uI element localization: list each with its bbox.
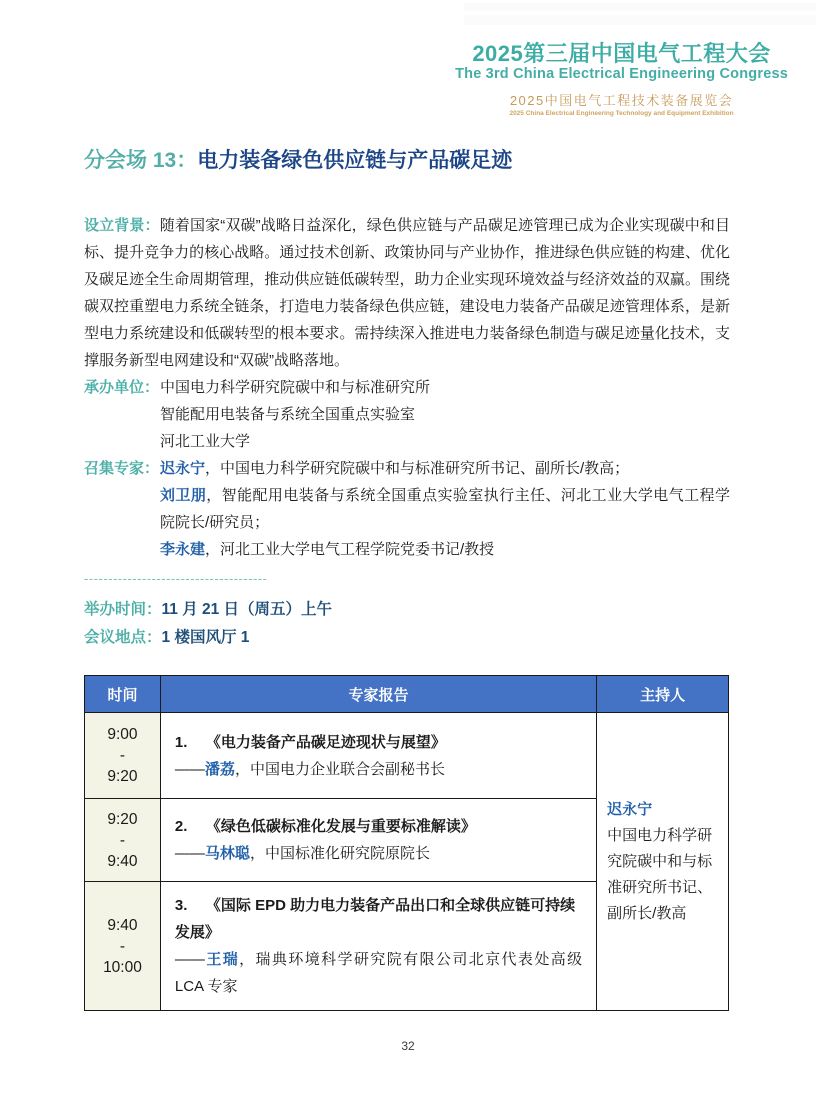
time-separator: - [119,937,126,955]
talk-title: 2. 《绿色低碳标准化发展与重要标准解读》 [175,813,582,840]
time-separator: - [119,747,126,764]
convener-item [160,455,730,482]
schedule-table [84,675,729,1011]
event-venue-label: 会议地点： [84,629,162,646]
talk-title: 1. 《电力装备产品碳足迹现状与展望》 [175,729,582,756]
moderator-cell [597,713,729,1011]
talk-cell [160,882,596,1011]
convener-desc: ，中国电力科学研究院碳中和与标准研究所书记、副所长/教高； [205,460,630,477]
convener-desc: ，智能配用电装备与系统全国重点实验室执行主任、河北工业大学电气工程学院院长/研究员； [160,487,730,531]
talk-speaker-line [175,946,582,1000]
organizers-list [160,374,730,455]
talk-title: 3. 《国际 EPD 助力电力装备产品出口和全球供应链可持续发展》 [175,892,582,946]
session-title [84,146,730,176]
time-cell [85,799,161,882]
talk-cell [160,713,596,799]
talk-number: 2. [174,818,188,835]
speaker-affiliation: ，中国电力企业联合会副秘书长 [234,760,445,778]
congress-title-en: The 3rd China Electrical Engineering Congress [455,66,788,82]
moderator-desc: 中国电力科学研究院碳中和与标准研究所书记、副所长/教高 [607,826,713,922]
time-start: 9:20 [107,810,138,828]
congress-logo [455,42,788,118]
speaker-name: 王瑞 [204,951,240,968]
em-dash: —— [174,760,205,778]
em-dash: —— [174,845,205,862]
talk-speaker-line [175,840,582,867]
organizers-label: 承办单位： [84,379,160,396]
conveners-field [84,455,730,563]
talk-number: 3. [174,897,188,914]
header-decorative-strip [464,15,816,25]
exhibition-title-cn: 2025中国电气工程技术装备展览会 [509,93,734,108]
convener-desc: ，河北工业大学电气工程学院党委书记/教授 [205,541,495,558]
speaker-affiliation: ，瑞典环境科学研究院有限公司北京代表处高级 LCA 专家 [174,951,583,995]
time-separator: - [119,831,126,849]
speaker-name: 潘荔 [204,760,235,778]
time-end: 10:00 [103,958,142,976]
convener-name: 刘卫朋 [160,487,207,504]
convener-item [160,482,730,536]
dashed-divider: -------------------------------------- [84,571,268,586]
convener-name: 迟永宁 [160,460,206,477]
event-venue-line [84,624,730,652]
table-header-row [85,676,729,713]
time-end: 9:20 [107,768,138,785]
talk-number: 1. [174,733,188,751]
table-row [85,713,729,799]
conveners-label: 召集专家： [84,460,160,477]
organizer-item: 智能配用电装备与系统全国重点实验室 [160,406,416,423]
moderator-name: 迟永宁 [607,800,653,818]
organizer-item: 河北工业大学 [160,433,251,450]
event-time-value: 11 月 21 日（周五）上午 [161,601,333,618]
time-cell [85,713,161,799]
speaker-name: 马林聪 [204,845,250,862]
congress-title-cn: 2025第三届中国电气工程大会 [472,41,771,66]
event-venue-value: 1 楼国风厅 1 [161,629,250,646]
convener-name: 李永建 [160,541,206,558]
session-name: 电力装备绿色供应链与产品碳足迹 [197,149,513,172]
convener-item [160,536,730,563]
background-label: 设立背景： [84,217,160,234]
header-decorative-strip [464,3,816,11]
event-time-label: 举办时间： [84,601,162,618]
background-text: 随着国家“双碳”战略日益深化，绿色供应链与产品碳足迹管理已成为企业实现碳中和目标、提升竞争力的核心战略。通过技术创新、政策协同与产业协作，推进绿色供应链的构建、优化及碳足迹全生命周期管理，推动供应链低碳转型，助力企业实现环境效益与经济效益的双赢。围绕碳双控重塑电力系统全链条，打造电力装备绿色供应链，建设电力装备产品碳足迹管理体系，是新型电力系统建设和低碳转型的根本要求。需持续深入推进电力装备绿色制造与碳足迹量化技术，支撑服务新型电网建设和“双碳”战略落地。 [84,217,730,369]
page-content [84,146,730,1011]
background-paragraph [84,212,730,374]
column-header-time: 时间 [85,676,161,713]
time-start: 9:40 [107,916,138,934]
talk-cell [160,799,596,882]
speaker-affiliation: ，中国标准化研究院原院长 [249,845,430,862]
event-time-line [84,596,730,624]
talk-speaker-line [175,756,582,783]
organizer-item: 中国电力科学研究院碳中和与标准研究所 [160,379,431,396]
time-end: 9:40 [107,852,138,870]
session-number: 分会场 13： [84,149,198,172]
time-start: 9:00 [107,726,138,743]
column-header-report: 专家报告 [160,676,596,713]
organizers-field [84,374,730,455]
column-header-moderator: 主持人 [597,676,729,713]
page-number: 32 [401,1039,415,1053]
time-cell [85,882,161,1011]
conveners-list [160,455,730,563]
em-dash: —— [174,951,205,968]
exhibition-title-en: 2025 China Electrical Engineering Technology and Equipment Exhibition [509,110,734,117]
